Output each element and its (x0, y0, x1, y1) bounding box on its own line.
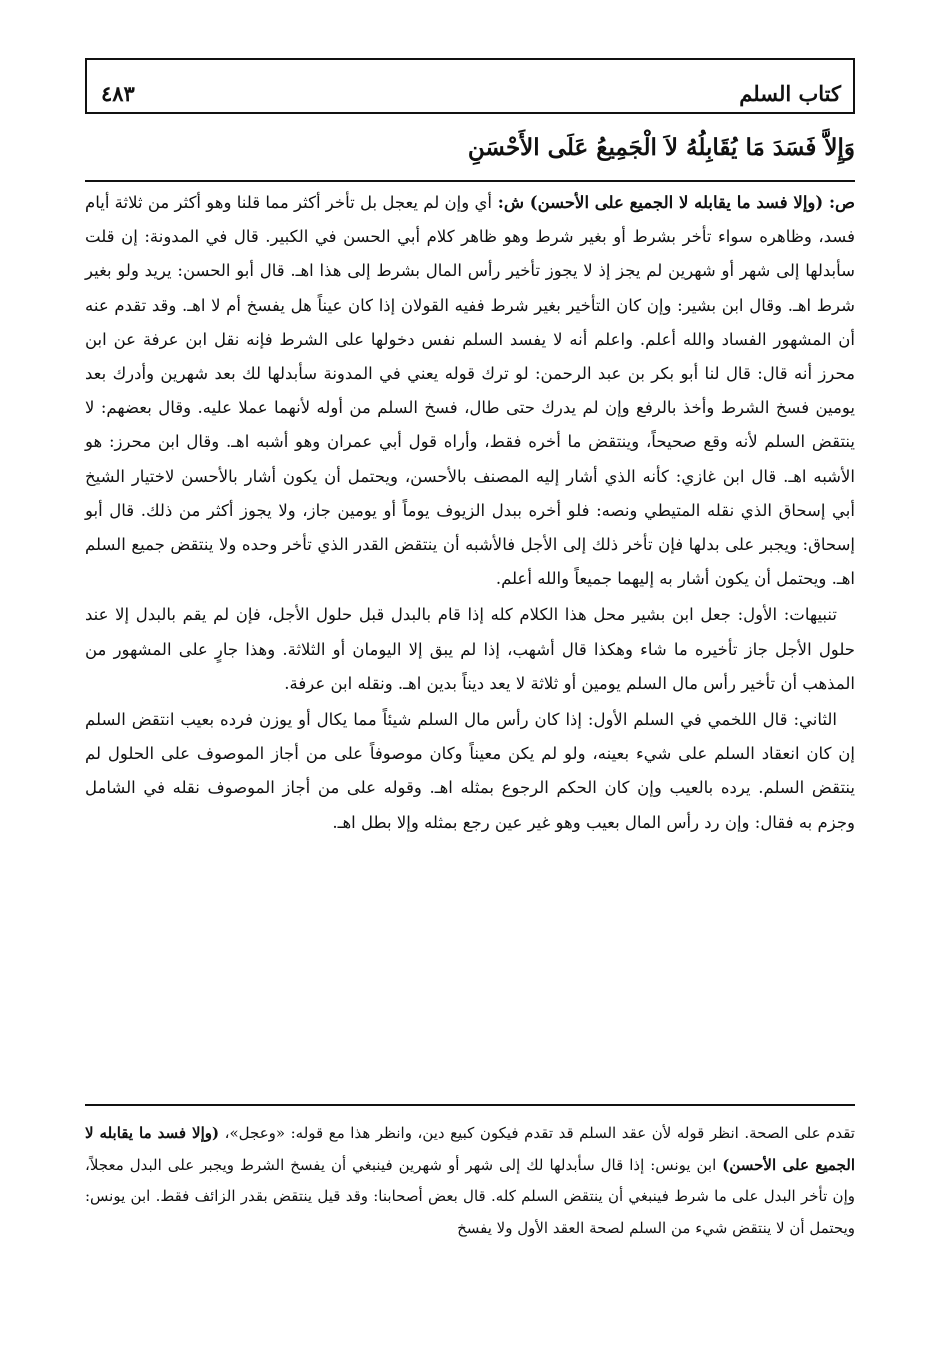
footnote-part2: ابن يونس: إذا قال سأبدلها لك إلى شهر أو شهرين فينبغي أن يفسخ الشرط ويجبر على البدل معجلاً، وإن تأخر البدل على ما شرط فينبغي أن ينتقض السلم كله. قال بعض أصحابنا: وقد قيل ينتقض بقدر الزائف فقط. ابن يونس: ويحتمل أن لا ينتقض شيء من السلم لصحة العقد الأول ولا يفسخ (85, 1155, 855, 1237)
footnote-part1: تقدم على الصحة. انظر قوله لأن عقد السلم قد تقدم فيكون كبيع دين، وانظر هذا مع قوله: «وعجل»، (219, 1124, 855, 1142)
footnote-text (85, 1118, 855, 1244)
page-number: ٤٨٣ (101, 81, 135, 106)
quoted-matn: (وإلا فسد ما يقابله لا الجميع على الأحسن) (529, 193, 824, 212)
sharh-label: ش: (492, 193, 530, 212)
chapter-title: كتاب السلم (739, 81, 841, 106)
footnote-separator (85, 1104, 855, 1106)
matn-verse: وَإِلاَّ فَسَدَ مَا يُقَابِلُهُ لاَ الْجَمِيعُ عَلَى الأَحْسَنِ (467, 134, 855, 161)
sad-label: ص: (823, 193, 855, 212)
paragraph-second: الثاني: قال اللخمي في السلم الأول: إذا كان رأس مال السلم شيئاً مما يكال أو يوزن فرده بعيب انتقض السلم إن كان انعقاد السلم على شيء بعينه، ولو لم يكن معيناً وكان موصوفاً على من أجاز الموصوف على الحلول لم ينتقض السلم. يرده بالعيب وإن كان الحكم الرجوع بمثله اهـ. وقوله على من أجاز الموصوف نقله في الشامل وجزم به فقال: وإن رد رأس المال بعيب وهو غير عين رجع بمثله وإلا بطل اهـ. (85, 710, 855, 832)
separator-rule (85, 180, 855, 182)
paragraph-text: أي وإن لم يعجل بل تأخر أكثر مما قلنا وهو أكثر من ثلاثة أيام فسد، وظاهره سواء تأخر بشرط أو بغير شرط وهو ظاهر كلام أبي الحسن في الكبير. قال في المدونة: إن قلت سأبدلها إلى شهر أو شهرين لم يجز إذ لا يجوز تأخير رأس المال بشرط إلى هذا اهـ. قال أبو الحسن: يريد ولو بغير شرط اهـ. وقال ابن بشير: وإن كان التأخير بغير شرط ففيه القولان إذا كان عيناً هل يفسخ أم لا اهـ. وقد تقدم عنه أن المشهور الفساد والله أعلم. واعلم أنه لا يفسد السلم نفس دخولها على الشرط فإنه نقل ابن عرفة عن ابن محرز أنه قال: قال لنا أبو بكر بن عبد الرحمن: لو ترك قوله يعني في المدونة سأبدلها لك بعد شهرين وأدرك بعد يومين فسخ الشرط وأخذ بالرفع وإن لم يدرك حتى طال، فسخ السلم من أوله لأنهما عملا عليه. وقال بعضهم: لا ينتقض السلم لأنه وقع صحيحاً، وينتقض ما أخره فقط، وأراه قول أبي عمران وهو أشبه اهـ. وقال ابن محرز: هو الأشبه اهـ. قال ابن غازي: كأنه الذي أشار إليه المصنف بالأحسن، ويحتمل أن يكون أشار بالأحسن لاختيار الشيخ أبي إسحاق الذي نقله المتيطي ونصه: فلو أخره ببدل الزيوف يوماً أو يومين جاز، ولا يجوز أكثر من ذلك. قال أبو إسحاق: ويجبر على بدلها فإن تأخر ذلك إلى الأجل فالأشبه أن ينتقض القدر الذي تأخر وحده ولا ينتقض جميع السلم اهـ. ويحتمل أن يكون أشار به إليهما جميعاً والله أعلم. (85, 193, 855, 589)
running-header (85, 58, 855, 114)
footnote-section (85, 1118, 855, 1244)
paragraph-commentary (85, 186, 855, 596)
main-commentary (85, 186, 855, 842)
footnote-quote: (وإلا فسد ما يقابله لا الجميع على الأحسن) (85, 1124, 855, 1174)
paragraph-tanbihat: تنبيهات: الأول: جعل ابن بشير محل هذا الكلام كله إذا قام بالبدل قبل حلول الأجل، فإن لم يقم بالبدل إلا عند حلول الأجل جاز تأخيره ما شاء وهكذا قال أشهب، إذا لم يبق إلا اليومان أو الثلاثة. وهذا جارٍ على المشهور من المذهب أن تأخير رأس مال السلم يومين أو ثلاثة لا يعد ديناً بدين اهـ. ونقله ابن عرفة. (85, 605, 855, 693)
